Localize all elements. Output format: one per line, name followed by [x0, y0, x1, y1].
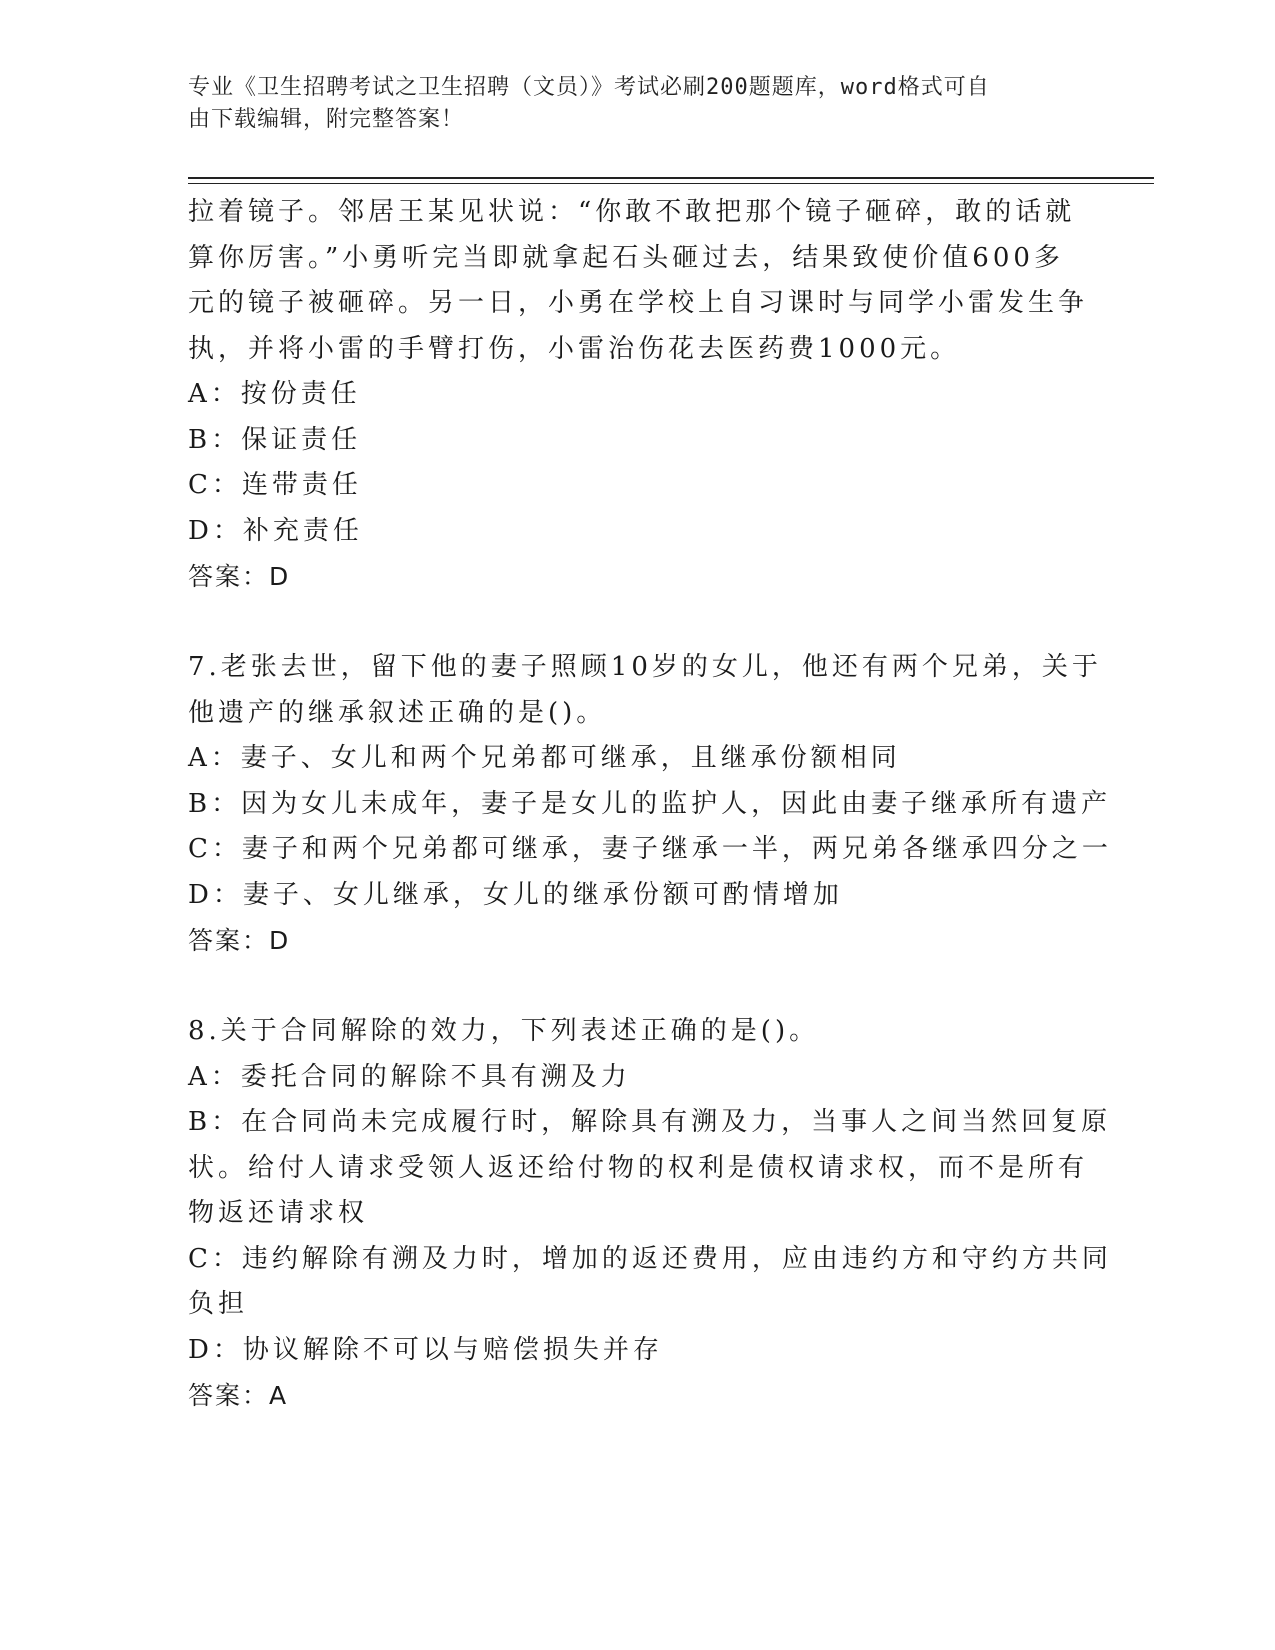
answer-label: 答案：D [188, 926, 291, 955]
option-c-continued: 负担 [188, 1289, 249, 1319]
option-d: D：妻子、女儿继承，女儿的继承份额可酌情增加 [188, 879, 843, 910]
document-body [188, 190, 1112, 1419]
question-stem-line: 他遗产的继承叙述正确的是()。 [188, 697, 607, 728]
option-a: A：妻子、女儿和两个兄弟都可继承，且继承份额相同 [188, 743, 901, 773]
answer-label: 答案：D [188, 562, 291, 591]
question-stem-line: 算你厉害。”小勇听完当即就拿起石头砸过去，结果致使价值600多 [188, 242, 1064, 273]
document-header [188, 72, 1068, 136]
option-b-continued: 物返还请求权 [188, 1198, 369, 1228]
question-7 [188, 645, 1112, 964]
option-c: C：连带责任 [188, 470, 362, 500]
question-stem-line: 7.老张去世，留下他的妻子照顾10岁的女儿，他还有两个兄弟，关于 [188, 652, 1102, 682]
question-6 [188, 190, 1088, 600]
option-b: B：在合同尚未完成履行时，解除具有溯及力，当事人之间当然回复原 [188, 1107, 1112, 1137]
option-b-continued: 状。给付人请求受领人返还给付物的权利是债权请求权，而不是所有 [188, 1152, 1089, 1183]
option-d: D：协议解除不可以与赔偿损失并存 [188, 1334, 663, 1365]
spacer [188, 964, 1088, 1010]
option-a: A：按份责任 [188, 379, 361, 409]
answer-label: 答案：A [188, 1381, 289, 1410]
option-a: A：委托合同的解除不具有溯及力 [188, 1061, 631, 1092]
question-8 [188, 1009, 1112, 1419]
header-line-1: 专业《卫生招聘考试之卫生招聘（文员）》考试必刷200题题库，word格式可自 [188, 75, 990, 100]
option-c: C：违约解除有溯及力时，增加的返还费用，应由违约方和守约方共同 [188, 1243, 1112, 1274]
header-divider-thin [188, 183, 1154, 184]
spacer [188, 600, 1088, 646]
question-stem-line: 拉着镜子。邻居王某见状说：“你敢不敢把那个镜子砸碎，敢的话就 [188, 197, 1076, 227]
question-stem-line: 元的镜子被砸碎。另一日，小勇在学校上自习课时与同学小雷发生争 [188, 288, 1089, 318]
option-d: D：补充责任 [188, 515, 363, 546]
option-b: B：因为女儿未成年，妻子是女儿的监护人，因此由妻子继承所有遗产 [188, 788, 1112, 819]
question-stem-line: 执，并将小雷的手臂打伤，小雷治伤花去医药费1000元。 [188, 333, 961, 364]
option-b: B：保证责任 [188, 424, 362, 455]
header-line-2: 由下载编辑，附完整答案！ [188, 107, 465, 132]
header-divider-thick [188, 177, 1154, 179]
option-c: C：妻子和两个兄弟都可继承，妻子继承一半，两兄弟各继承四分之一 [188, 834, 1112, 864]
question-stem-line: 8.关于合同解除的效力，下列表述正确的是()。 [188, 1016, 820, 1046]
